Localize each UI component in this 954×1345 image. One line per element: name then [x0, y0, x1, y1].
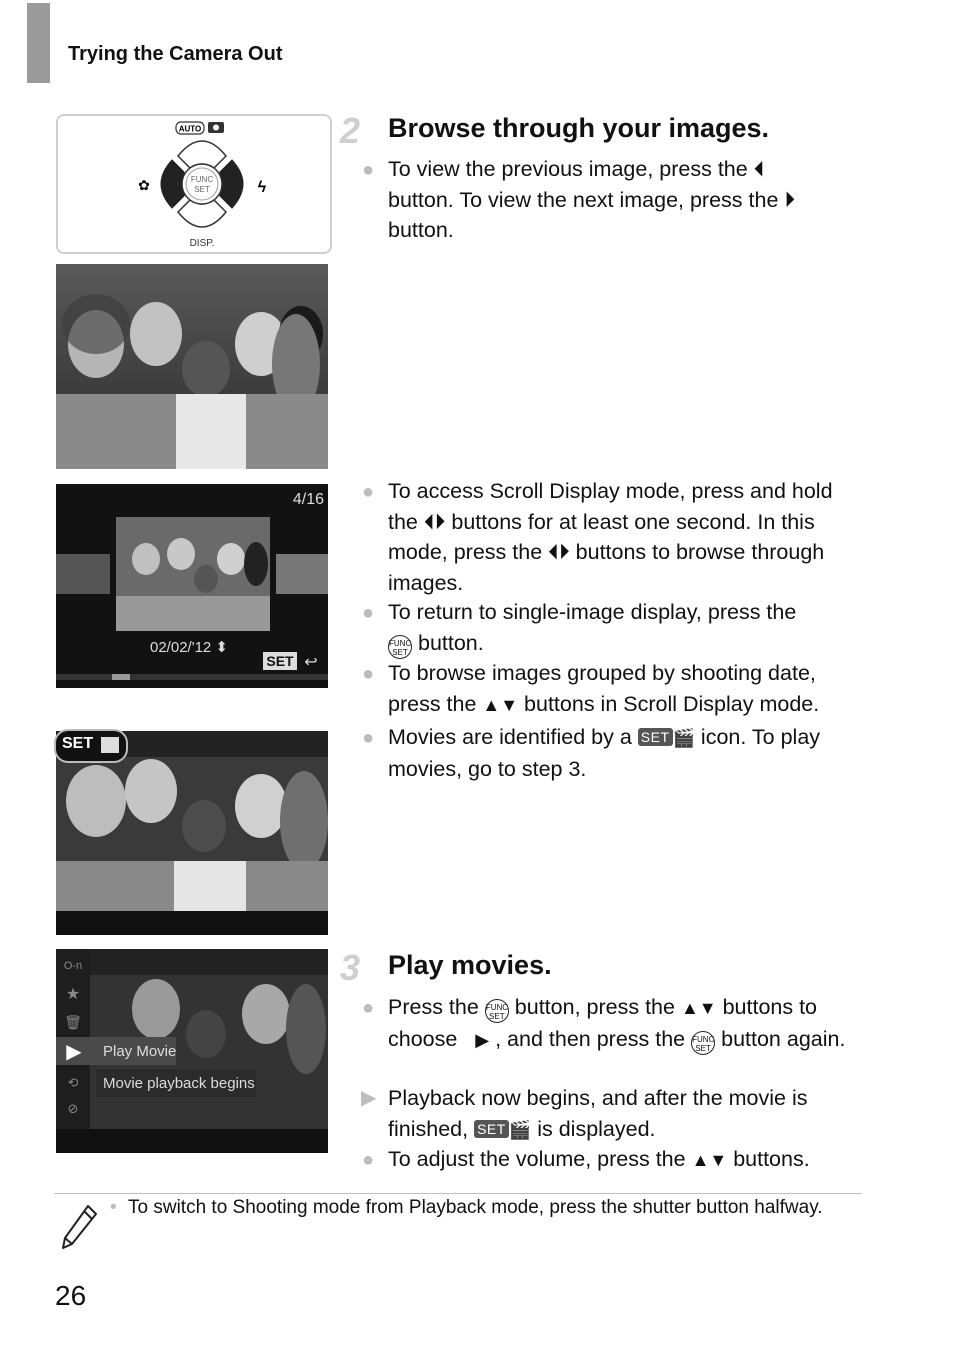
menu-play-movie: Play Movie	[103, 1043, 177, 1060]
tip-note: • To switch to Shooting mode from Playback mode, press the shutter button halfway.	[110, 1197, 823, 1218]
left-right-buttons-icon: ⏴⏵	[548, 540, 570, 564]
svg-text:▶: ▶	[66, 1041, 82, 1063]
bullet-icon: ●	[362, 663, 375, 685]
step3-p1-a: Press the	[388, 995, 479, 1019]
play-icon: ▶	[475, 1029, 490, 1050]
func-set-button-icon: FUNC SET	[485, 999, 509, 1023]
scroll-display-screen	[56, 484, 328, 688]
up-down-buttons-icon: ▲▼	[680, 998, 717, 1018]
bullet-icon: •	[110, 1197, 117, 1218]
set-icon: SET	[474, 1120, 509, 1138]
step3-p1-d: , and then press the	[495, 1026, 686, 1051]
step-number-2: 2	[340, 110, 361, 151]
step3-p1-c: buttons to choose	[388, 995, 818, 1051]
svg-text:↩: ↩	[304, 654, 318, 671]
movie-icon	[101, 737, 119, 753]
step3-paragraph-2: ▶ Playback now begins, and after the movie is finished, SET 🎬 is displayed.	[388, 1083, 868, 1145]
svg-text:⟲: ⟲	[67, 1075, 79, 1090]
pencil-icon	[58, 1202, 100, 1257]
step2-paragraph-1: ● To view the previous image, press the ⏴ button. To view the next image, press the ⏵ button.	[362, 157, 796, 242]
step3-paragraph-1	[362, 992, 868, 1055]
svg-text:AUTO: AUTO	[178, 124, 202, 134]
svg-text:✿: ✿	[138, 177, 150, 193]
shooting-date: 02/02/'12 ⬍	[150, 639, 228, 656]
step2-paragraph-4: ● To browse images grouped by shooting date, press the ▲▼ buttons in Scroll Display mode.	[362, 661, 820, 716]
set-label: SET	[62, 735, 94, 752]
svg-text:⊘: ⊘	[67, 1101, 79, 1116]
image-counter: 4/16	[292, 491, 324, 508]
bullet-icon: ●	[362, 602, 375, 624]
control-dial-icon	[58, 116, 330, 252]
left-button-icon: ⏴	[753, 157, 765, 181]
svg-text:SET: SET	[266, 653, 294, 669]
result-arrow-icon: ▶	[361, 1087, 377, 1109]
step3-p1-b: button, press the	[514, 995, 675, 1019]
up-down-buttons-icon: ▲▼	[482, 694, 519, 715]
left-right-buttons-icon: ⏴⏵	[423, 509, 446, 534]
svg-text:★: ★	[65, 986, 81, 1003]
bullet-icon: ●	[362, 727, 375, 749]
svg-text:FUNC: FUNC	[190, 175, 214, 184]
step-title-3: Play movies.	[388, 950, 552, 980]
step3-p1-e: button again.	[721, 1026, 846, 1051]
playback-photo	[56, 264, 328, 469]
step3-paragraph-3: ● To adjust the volume, press the ▲▼ buttons.	[388, 1144, 868, 1176]
section-title: Trying the Camera Out	[68, 43, 283, 65]
bullet-icon: ●	[362, 481, 375, 503]
playback-menu-screen	[56, 949, 328, 1153]
func-set-button-icon: FUNC SET	[691, 1031, 715, 1055]
step-number-3: 3	[340, 947, 361, 988]
divider	[54, 1193, 862, 1194]
step2-paragraph-3: ● To return to single-image display, press the FUNC SET button.	[362, 600, 797, 657]
step2-paragraph-5: ● Movies are identified by a SET 🎬 icon. To play movies, go to step 3.	[362, 725, 821, 781]
section-tab	[27, 3, 50, 83]
page-number: 26	[55, 1280, 87, 1311]
dpad-illustration	[56, 114, 332, 254]
right-button-icon: ⏵	[784, 187, 796, 212]
func-set-button-icon: FUNC SET	[388, 635, 412, 659]
step2-paragraph-2: ● To access Scroll Display mode, press and hold the ⏴⏵ buttons for at least one second. In this mode, press the ⏴⏵ buttons to browse through images.	[362, 479, 833, 595]
set-icon: SET	[638, 728, 673, 746]
svg-text:🗑: 🗑	[64, 1014, 82, 1030]
svg-text:SET: SET	[194, 185, 210, 194]
svg-text:ϟ: ϟ	[257, 179, 267, 196]
up-down-buttons-icon: ▲▼	[691, 1150, 728, 1170]
bullet-icon: ●	[362, 1149, 375, 1171]
step-title-2: Browse through your images.	[388, 113, 770, 143]
bullet-icon: ●	[362, 997, 375, 1019]
svg-text:DISP.: DISP.	[189, 238, 215, 249]
menu-playback-hint: Movie playback begins	[103, 1075, 255, 1092]
movie-icon: 🎬	[508, 1119, 532, 1140]
bullet-icon: ●	[362, 159, 375, 181]
movie-badge	[54, 729, 128, 763]
movie-icon: 🎬	[672, 728, 695, 748]
svg-text:O‑n: O‑n	[63, 960, 83, 972]
